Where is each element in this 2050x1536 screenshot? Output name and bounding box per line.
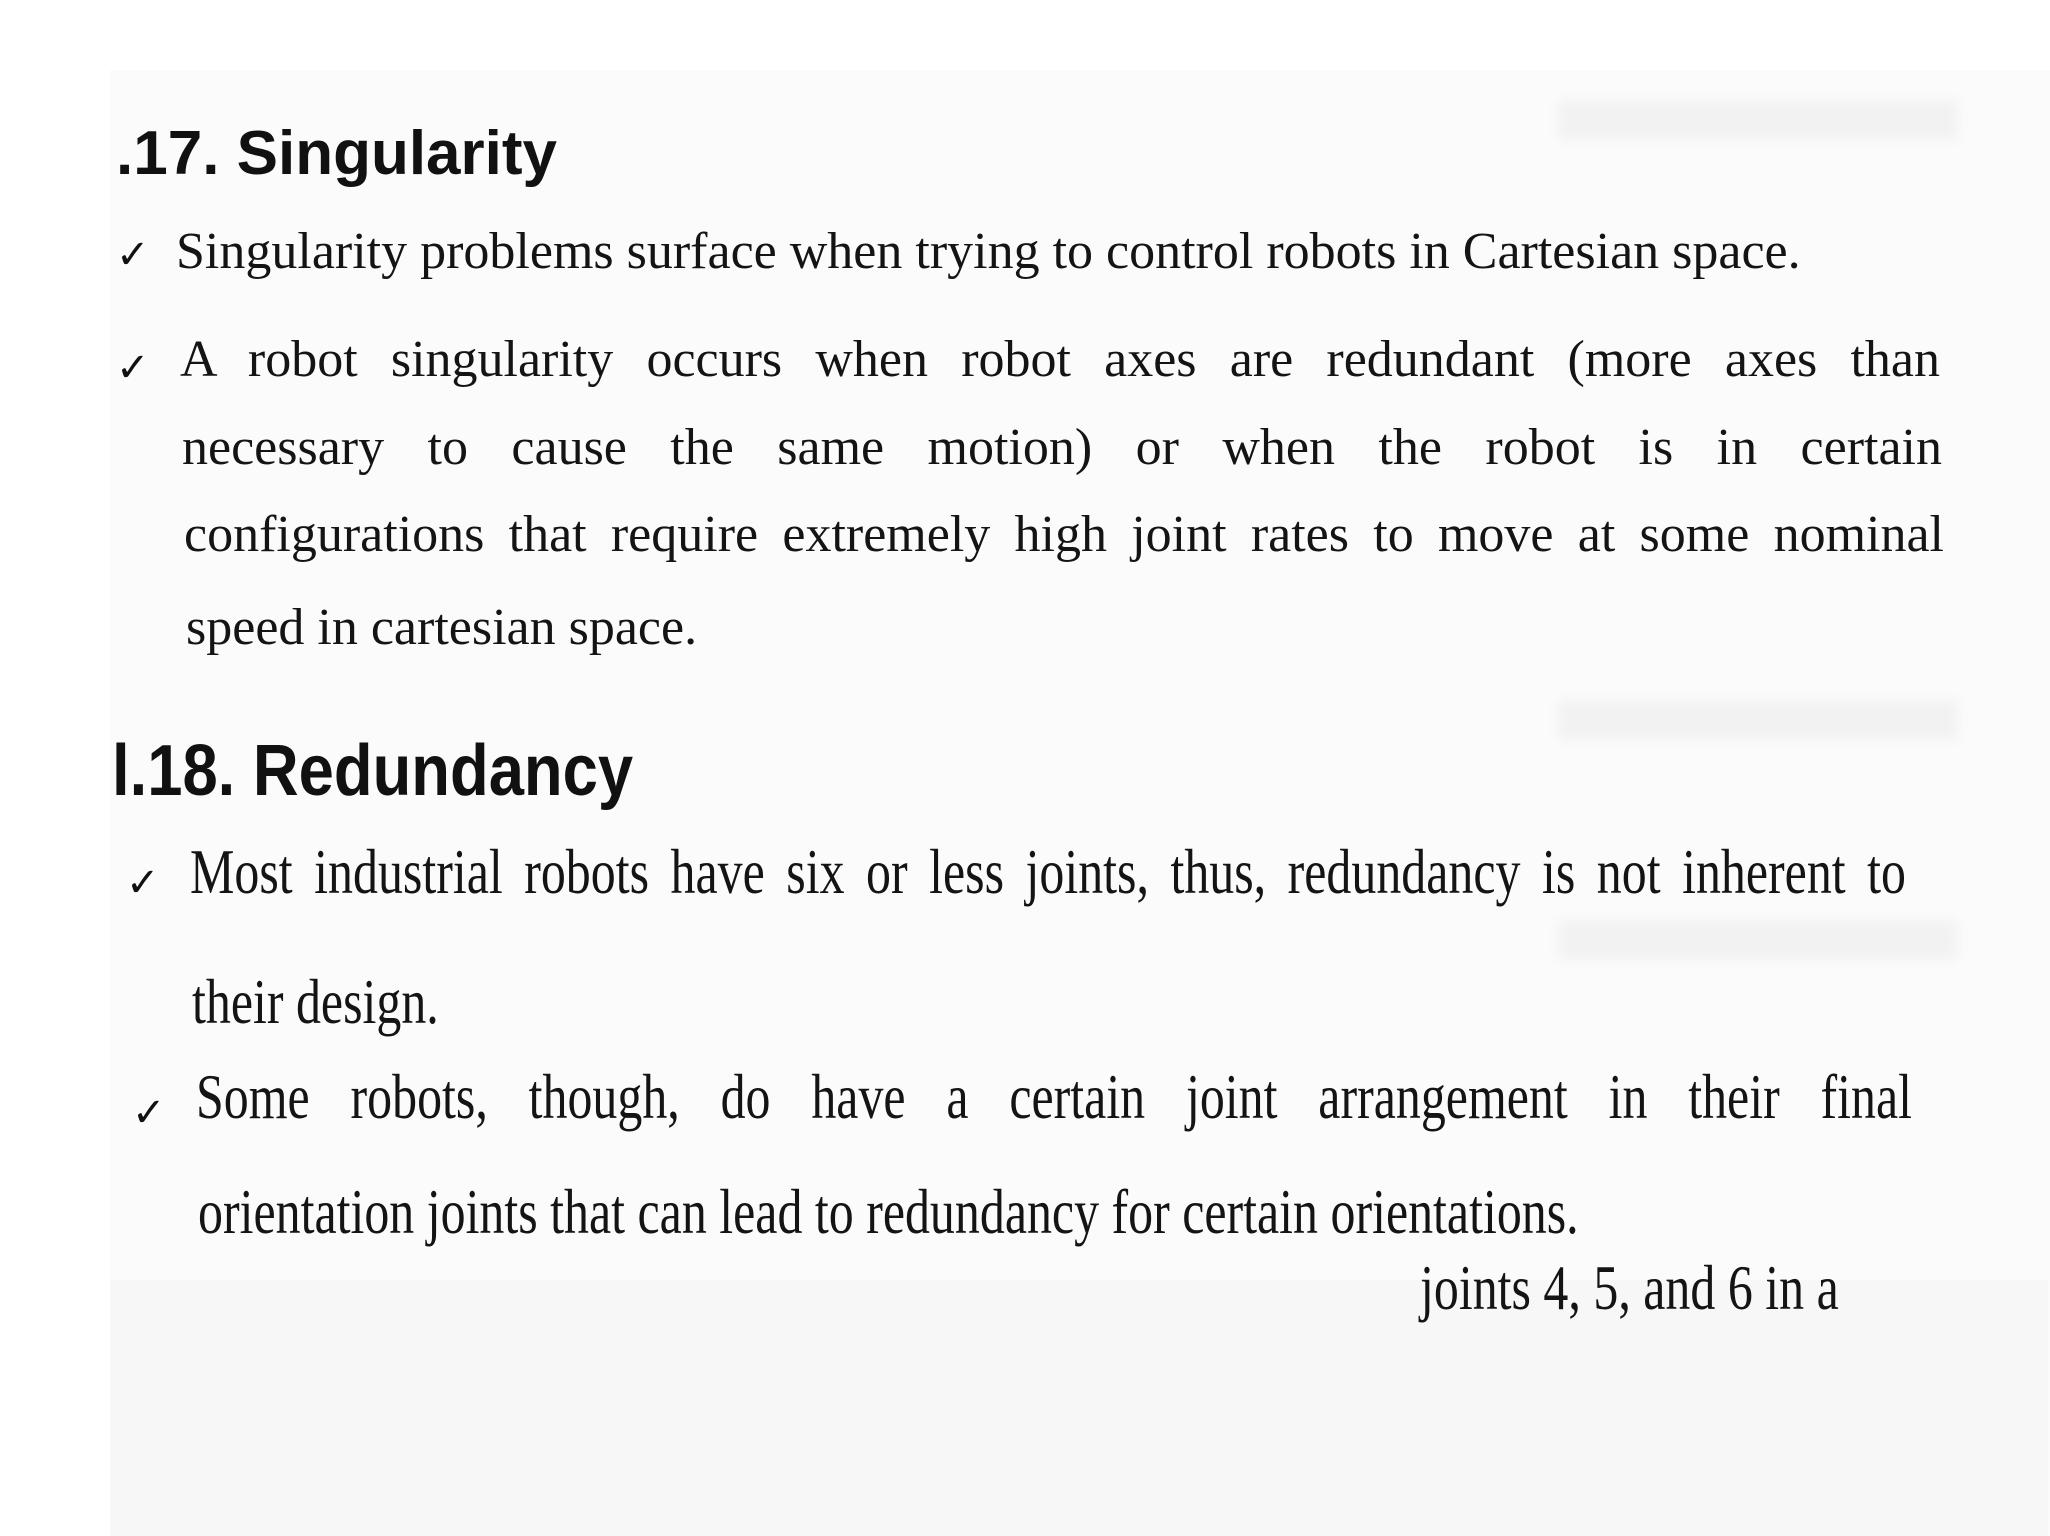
bullet-text-line: their design. [192, 966, 439, 1037]
bullet-text-line: A robot singularity occurs when robot axes are redundant (more axes than [180, 331, 1940, 388]
bullet-text-line: orientation joints that can lead to redundancy for certain orientations. [198, 1176, 1579, 1247]
bullet-text-line: Most industrial robots have six or less joints, thus, redundancy is not inherent to [190, 836, 1906, 907]
cropped-text-fragment [1420, 1252, 1940, 1323]
bullet-text-line: necessary to cause the same motion) or when the robot is in certain [182, 419, 1942, 476]
bleed-through-smudge [1558, 100, 1958, 140]
section-heading-redundancy: l.18. Redundancy [112, 731, 634, 811]
bullet-text-line: joints 4, 5, and 6 in a [1420, 1252, 1839, 1323]
bullet-text-line: Singularity problems surface when trying to control robots in Cartesian space. [176, 223, 1801, 280]
bullet-text-line: Some robots, though, do have a certain joint arrangement in their final [196, 1061, 1912, 1132]
section-heading-singularity: .17. Singularity [116, 119, 558, 188]
bullet-text-line: speed in cartesian space. [186, 599, 698, 656]
check-mark-icon: ✓ [132, 1090, 166, 1136]
bleed-through-smudge [1558, 700, 1958, 740]
check-mark-icon: ✓ [116, 345, 150, 391]
check-mark-icon: ✓ [126, 860, 160, 906]
check-mark-icon: ✓ [116, 232, 150, 278]
bleed-through-smudge [1558, 920, 1958, 960]
bullet-text-line: configurations that require extremely high joint rates to move at some nominal [184, 506, 1944, 563]
